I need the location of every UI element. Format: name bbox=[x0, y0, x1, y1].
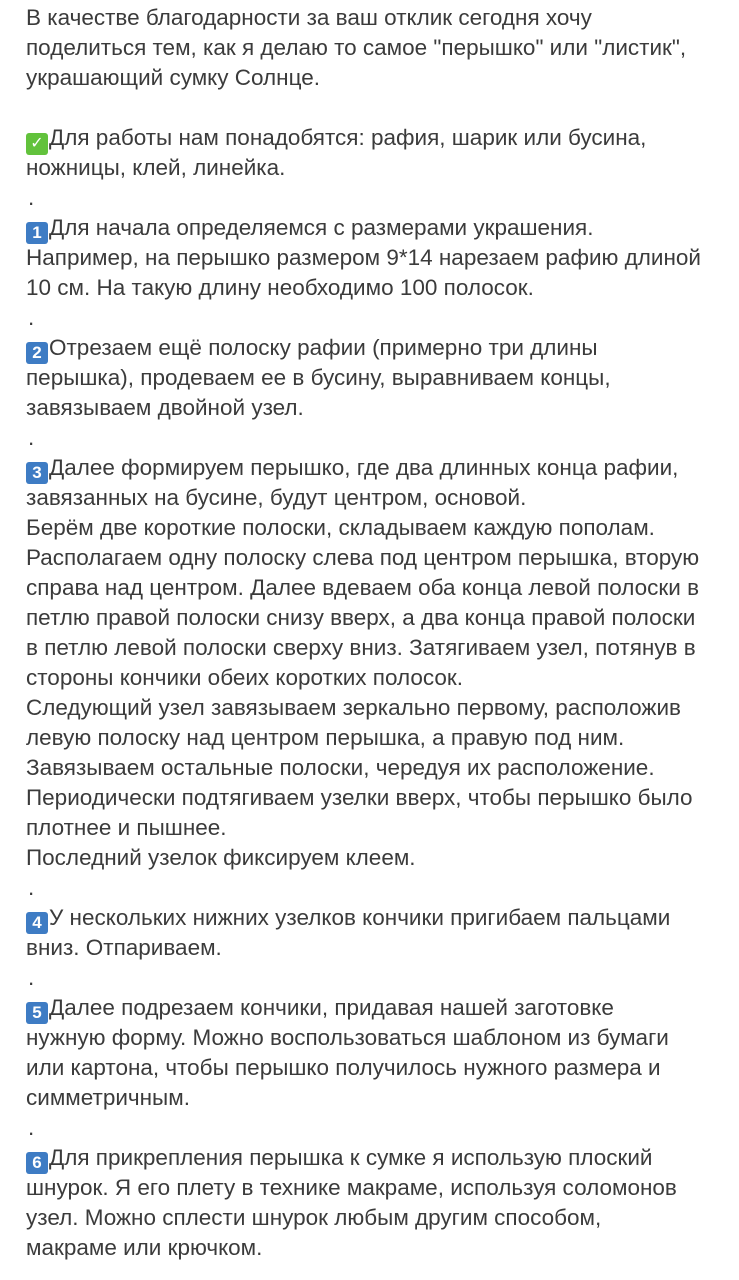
line-text: симметричным. bbox=[26, 1085, 190, 1110]
line-text: Например, на перышко размером 9*14 нарезаем рафию длиной bbox=[26, 245, 701, 270]
line-text: украшающий сумку Солнце. bbox=[26, 65, 320, 90]
text-line bbox=[26, 813, 731, 843]
line-text: Далее подрезаем кончики, придавая нашей заготовке bbox=[49, 995, 614, 1020]
separator-dot bbox=[28, 963, 731, 993]
line-text: завязанных на бусине, будут центром, основой. bbox=[26, 485, 527, 510]
text-line bbox=[26, 603, 731, 633]
line-text: перышка), продеваем ее в бусину, выравниваем концы, bbox=[26, 365, 611, 390]
line-text: . bbox=[28, 185, 35, 210]
text-line bbox=[26, 273, 731, 303]
text-line bbox=[26, 993, 731, 1023]
line-text: Берём две короткие полоски, складываем каждую пополам. bbox=[26, 515, 655, 540]
line-text: ножницы, клей, линейка. bbox=[26, 155, 286, 180]
separator-dot bbox=[28, 1113, 731, 1143]
text-line bbox=[26, 213, 731, 243]
text-line bbox=[26, 1143, 731, 1173]
line-text: петлю правой полоски снизу вверх, а два конца правой полоски bbox=[26, 605, 696, 630]
line-text: поделиться тем, как я делаю то самое "перышко" или "листик", bbox=[26, 35, 687, 60]
line-text: вниз. Отпариваем. bbox=[26, 935, 222, 960]
text-line bbox=[26, 453, 731, 483]
line-text: В качестве благодарности за ваш отклик сегодня хочу bbox=[26, 5, 592, 30]
blank-line bbox=[26, 93, 731, 123]
text-line bbox=[26, 573, 731, 603]
text-line bbox=[26, 243, 731, 273]
line-text: в петлю левой полоски сверху вниз. Затягиваем узел, потянув в bbox=[26, 635, 696, 660]
keycap-3-icon: 3 bbox=[26, 462, 48, 484]
separator-dot bbox=[28, 183, 731, 213]
text-line bbox=[26, 1173, 731, 1203]
text-line bbox=[26, 3, 731, 33]
line-text: левую полоску над центром перышка, а правую под ним. bbox=[26, 725, 625, 750]
keycap-1-icon: 1 bbox=[26, 222, 48, 244]
line-text: Следующий узел завязываем зеркально первому, расположив bbox=[26, 695, 681, 720]
line-text: Располагаем одну полоску слева под центром перышка, вторую bbox=[26, 545, 700, 570]
text-line bbox=[26, 483, 731, 513]
line-text: макраме или крючком. bbox=[26, 1235, 263, 1260]
line-text: Для работы нам понадобятся: рафия, шарик или бусина, bbox=[49, 125, 647, 150]
text-line bbox=[26, 333, 731, 363]
text-line bbox=[26, 1083, 731, 1113]
line-text: Периодически подтягиваем узелки вверх, чтобы перышко было bbox=[26, 785, 693, 810]
line-text: Для прикрепления перышка к сумке я использую плоский bbox=[49, 1145, 653, 1170]
text-line bbox=[26, 1053, 731, 1083]
line-text: Завязываем остальные полоски, чередуя их расположение. bbox=[26, 755, 655, 780]
separator-dot bbox=[28, 873, 731, 903]
text-line bbox=[26, 1233, 731, 1263]
keycap-2-icon: 2 bbox=[26, 342, 48, 364]
text-line bbox=[26, 843, 731, 873]
text-line bbox=[26, 693, 731, 723]
line-text: или картона, чтобы перышко получилось нужного размера и bbox=[26, 1055, 661, 1080]
text-line bbox=[26, 933, 731, 963]
line-text: Далее формируем перышко, где два длинных конца рафии, bbox=[49, 455, 679, 480]
line-text: . bbox=[28, 1115, 35, 1140]
line-text: Для начала определяемся с размерами украшения. bbox=[49, 215, 594, 240]
line-text: шнурок. Я его плету в технике макраме, используя соломонов bbox=[26, 1175, 677, 1200]
line-text: . bbox=[28, 965, 35, 990]
text-line bbox=[26, 393, 731, 423]
line-text: плотнее и пышнее. bbox=[26, 815, 227, 840]
text-line bbox=[26, 33, 731, 63]
keycap-5-icon: 5 bbox=[26, 1002, 48, 1024]
line-text: 10 см. На такую длину необходимо 100 полосок. bbox=[26, 275, 534, 300]
line-text: У нескольких нижних узелков кончики пригибаем пальцами bbox=[49, 905, 671, 930]
line-text: завязываем двойной узел. bbox=[26, 395, 304, 420]
text-line bbox=[26, 63, 731, 93]
keycap-6-icon: 6 bbox=[26, 1152, 48, 1174]
text-line bbox=[26, 123, 731, 153]
text-line bbox=[26, 363, 731, 393]
text-line bbox=[26, 1203, 731, 1233]
text-line bbox=[26, 783, 731, 813]
keycap-4-icon: 4 bbox=[26, 912, 48, 934]
text-line bbox=[26, 543, 731, 573]
line-text: . bbox=[28, 875, 35, 900]
text-line bbox=[26, 753, 731, 783]
text-line bbox=[26, 633, 731, 663]
line-text: Отрезаем ещё полоску рафии (примерно три длины bbox=[49, 335, 598, 360]
separator-dot bbox=[28, 423, 731, 453]
text-line bbox=[26, 723, 731, 753]
separator-dot bbox=[28, 303, 731, 333]
line-text: . bbox=[28, 305, 35, 330]
text-line bbox=[26, 903, 731, 933]
line-text: Последний узелок фиксируем клеем. bbox=[26, 845, 416, 870]
text-line bbox=[26, 1023, 731, 1053]
line-text: нужную форму. Можно воспользоваться шаблоном из бумаги bbox=[26, 1025, 669, 1050]
line-text: справа над центром. Далее вдеваем оба конца левой полоски в bbox=[26, 575, 700, 600]
line-text: стороны кончики обеих коротких полосок. bbox=[26, 665, 463, 690]
line-text: . bbox=[28, 425, 35, 450]
text-line bbox=[26, 153, 731, 183]
text-line bbox=[26, 513, 731, 543]
text-line bbox=[26, 663, 731, 693]
check-mark-button-icon: ✓ bbox=[26, 133, 48, 155]
line-text: узел. Можно сплести шнурок любым другим способом, bbox=[26, 1205, 602, 1230]
